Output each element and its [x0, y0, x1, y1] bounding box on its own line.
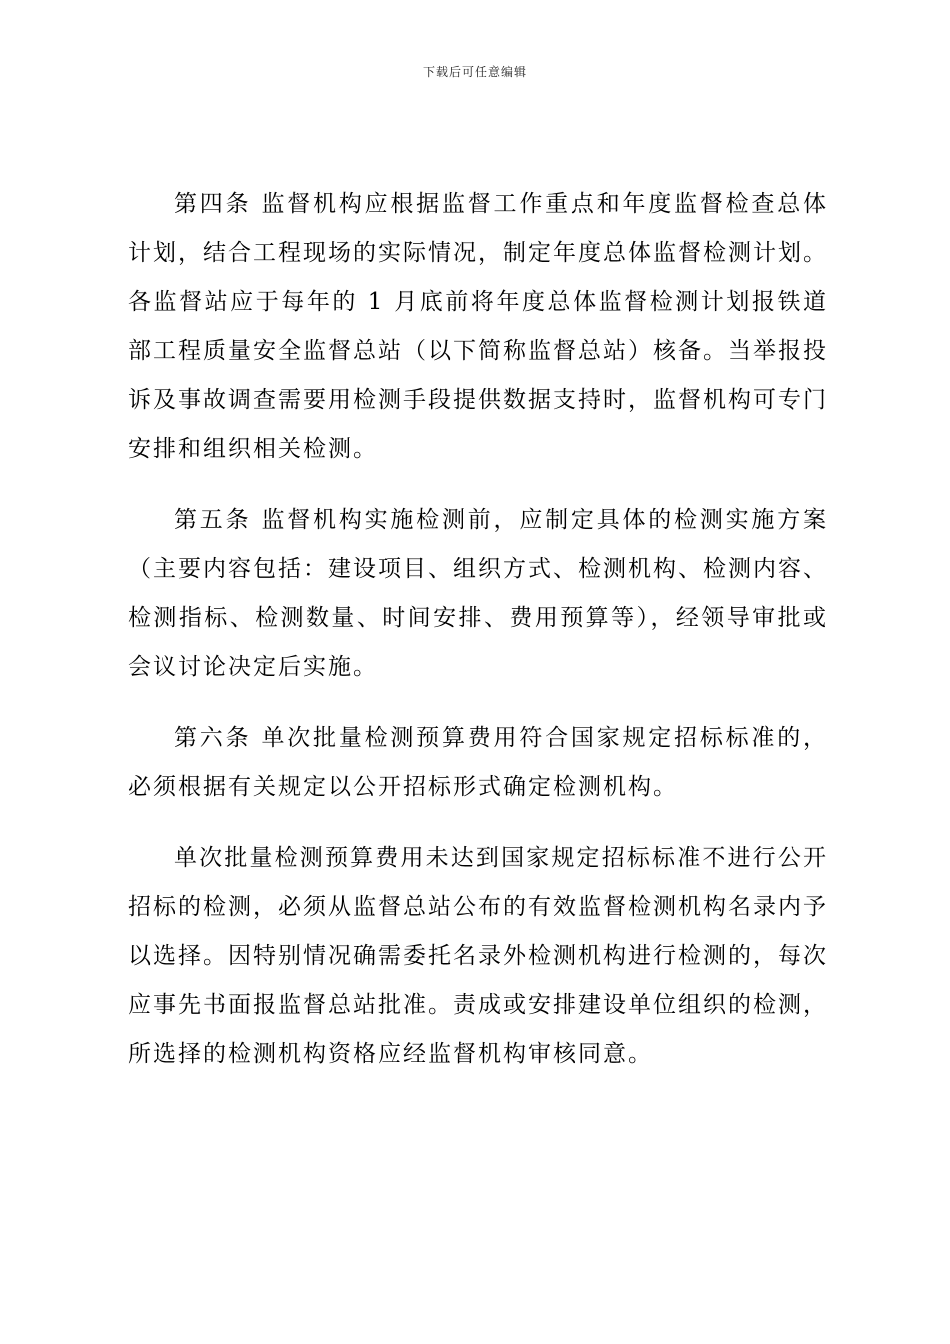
header-note: 下载后可任意编辑 [422, 65, 527, 79]
paragraph-article-5: 第五条 监督机构实施检测前，应制定具体的检测实施方案（主要内容包括：建设项目、组织方式、检测机构、检测内容、检测指标、检测数量、时间安排、费用预算等），经领导审批或会议讨论决定后实施。 [128, 507, 828, 680]
paragraph-article-6-continued: 单次批量检测预算费用未达到国家规定招标标准不进行公开招标的检测，必须从监督总站公布的有效监督检测机构名录内予以选择。因特别情况确需委托名录外检测机构进行检测的，每次应事先书面报监督总站批准。责成或安排建设单位组织的检测，所选择的检测机构资格应经监督机构审核同意。 [128, 845, 828, 1067]
paragraph-article-4: 第四条 监督机构应根据监督工作重点和年度监督检查总体计划，结合工程现场的实际情况，制定年度总体监督检测计划。各监督站应于每年的 1 月底前将年度总体监督检测计划报铁道部工程质量安全监督总站（以下简称监督总站）核备。当举报投诉及事故调查需要用检测手段提供数据支持时，监督机构可专门安排和组织相关检测。 [128, 191, 828, 462]
paragraph-article-6: 第六条 单次批量检测预算费用符合国家规定招标标准的，必须根据有关规定以公开招标形式确定检测机构。 [128, 725, 828, 800]
document-body [128, 180, 828, 1079]
